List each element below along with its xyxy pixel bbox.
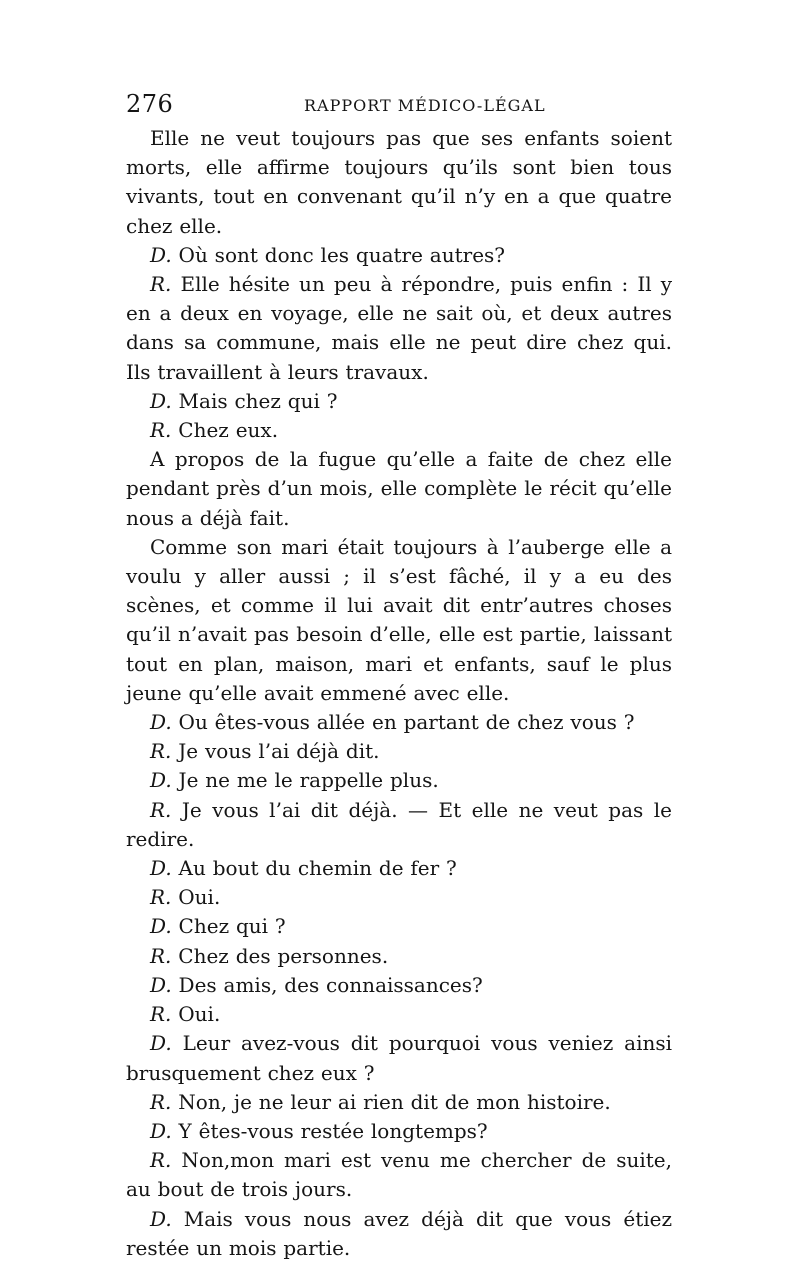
paragraph-text: Au bout du chemin de fer ? bbox=[171, 856, 457, 881]
speaker-label: R. bbox=[150, 1089, 172, 1114]
dialogue-line bbox=[126, 766, 672, 795]
paragraph-text: Chez qui ? bbox=[171, 914, 286, 939]
speaker-label: R. bbox=[150, 943, 172, 968]
speaker-label: D. bbox=[150, 1118, 172, 1143]
speaker-label: R. bbox=[150, 739, 172, 764]
page-number: 276 bbox=[126, 90, 174, 118]
speaker-label: D. bbox=[150, 972, 172, 997]
dialogue-line bbox=[126, 1146, 672, 1204]
dialogue-line bbox=[126, 1088, 672, 1117]
paragraph-text: Ou êtes-vous allée en partant de chez vous ? bbox=[171, 710, 635, 735]
speaker-label: R. bbox=[150, 272, 172, 297]
narrative-paragraph bbox=[126, 533, 672, 708]
paragraph-text: Non,mon mari est venu me chercher de suite, au bout de trois jours. bbox=[126, 1148, 672, 1202]
speaker-label: D. bbox=[150, 856, 172, 881]
speaker-label: D. bbox=[150, 388, 172, 413]
dialogue-line bbox=[126, 1000, 672, 1029]
page-body-text bbox=[126, 124, 672, 1263]
dialogue-line bbox=[126, 1205, 672, 1263]
dialogue-line bbox=[126, 912, 672, 941]
paragraph-text: Mais chez qui ? bbox=[171, 388, 338, 413]
paragraph-text: Je ne me le rappelle plus. bbox=[171, 768, 439, 793]
speaker-label: R. bbox=[150, 1002, 172, 1027]
paragraph-text: Oui. bbox=[171, 885, 221, 910]
page-header bbox=[126, 90, 672, 120]
dialogue-line bbox=[126, 796, 672, 854]
paragraph-text: A propos de la fugue qu’elle a faite de chez elle pendant près d’un mois, elle complète le récit qu’elle nous a déjà fait. bbox=[126, 447, 672, 530]
speaker-label: R. bbox=[150, 418, 172, 443]
speaker-label: R. bbox=[150, 1148, 172, 1173]
dialogue-line bbox=[126, 387, 672, 416]
dialogue-line bbox=[126, 270, 672, 387]
paragraph-text: Elle ne veut toujours pas que ses enfants soient morts, elle affirme toujours qu’ils sont bien tous vivants, tout en convenant qu’il n’y en a que quatre chez elle. bbox=[126, 126, 672, 238]
paragraph-text: Y êtes-vous restée longtemps? bbox=[171, 1118, 488, 1143]
paragraph-text: Comme son mari était toujours à l’auberge elle a voulu y aller aussi ; il s’est fâché, il y a eu des scènes, et comme il lui avait dit entr’autres choses qu’il n’avait pas besoin d’elle, elle est partie, laissant tout en plan, maison, mari et enfants, sauf le plus jeune qu’elle avait emmené avec elle. bbox=[126, 534, 672, 705]
speaker-label: D. bbox=[150, 914, 172, 939]
dialogue-line bbox=[126, 737, 672, 766]
speaker-label: D. bbox=[150, 768, 172, 793]
dialogue-line bbox=[126, 416, 672, 445]
paragraph-text: Oui. bbox=[171, 1002, 221, 1027]
dialogue-line bbox=[126, 708, 672, 737]
paragraph-text: Elle hésite un peu à répondre, puis enfin : Il y en a deux en voyage, elle ne sait où, et deux autres dans sa commune, mais elle ne peut dire chez qui. Ils travaillent à leurs travaux. bbox=[126, 272, 672, 384]
dialogue-line bbox=[126, 883, 672, 912]
running-title: RAPPORT MÉDICO-LÉGAL bbox=[304, 96, 546, 115]
speaker-label: D. bbox=[150, 242, 172, 267]
paragraph-text: Chez des personnes. bbox=[171, 943, 389, 968]
paragraph-text: Des amis, des connaissances? bbox=[171, 972, 483, 997]
paragraph-text: Leur avez-vous dit pourquoi vous veniez ainsi brusquement chez eux ? bbox=[126, 1031, 672, 1085]
paragraph-text: Où sont donc les quatre autres? bbox=[171, 242, 506, 267]
narrative-paragraph bbox=[126, 445, 672, 533]
paragraph-text: Non, je ne leur ai rien dit de mon histoire. bbox=[171, 1089, 611, 1114]
dialogue-line bbox=[126, 942, 672, 971]
dialogue-line bbox=[126, 1029, 672, 1087]
paragraph-text: Chez eux. bbox=[171, 418, 279, 443]
dialogue-line bbox=[126, 854, 672, 883]
speaker-label: D. bbox=[150, 1031, 172, 1056]
speaker-label: R. bbox=[150, 797, 172, 822]
speaker-label: D. bbox=[150, 1206, 172, 1231]
dialogue-line bbox=[126, 1117, 672, 1146]
paragraph-text: Je vous l’ai dit déjà. — Et elle ne veut pas le redire. bbox=[126, 797, 672, 851]
paragraph-text: Mais vous nous avez déjà dit que vous étiez restée un mois partie. bbox=[126, 1206, 672, 1260]
speaker-label: R. bbox=[150, 885, 172, 910]
narrative-paragraph bbox=[126, 124, 672, 241]
speaker-label: D. bbox=[150, 710, 172, 735]
dialogue-line bbox=[126, 241, 672, 270]
dialogue-line bbox=[126, 971, 672, 1000]
paragraph-text: Je vous l’ai déjà dit. bbox=[171, 739, 380, 764]
